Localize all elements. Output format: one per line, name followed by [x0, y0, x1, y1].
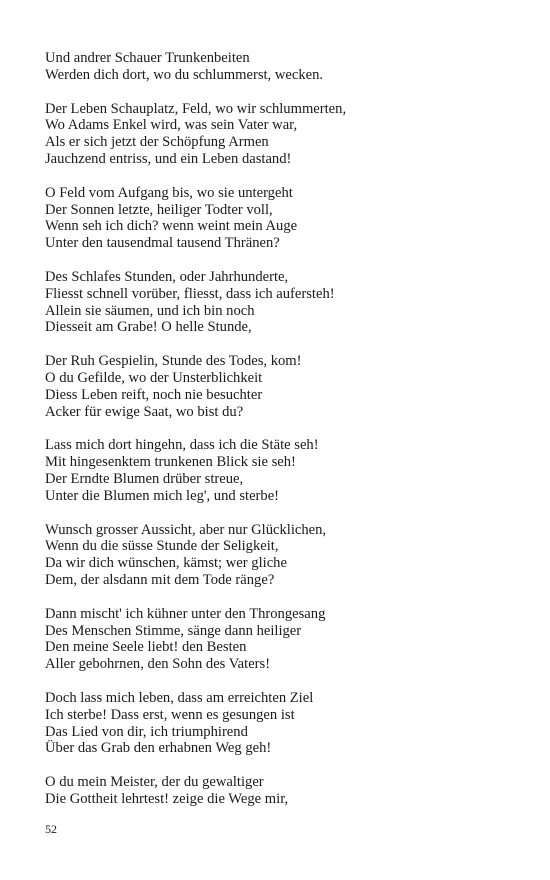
poem-line: Des Menschen Stimme, sänge dann heiliger	[45, 622, 302, 639]
stanza	[45, 606, 515, 673]
poem-line: Allein sie säumen, und ich bin noch	[45, 302, 255, 319]
poem-text	[45, 50, 515, 825]
poem-line: Werden dich dort, wo du schlummerst, wecken.	[45, 66, 324, 83]
poem-line: Lass mich dort hingehn, dass ich die Stäte seh!	[45, 437, 319, 454]
poem-line: Des Schlafes Stunden, oder Jahrhunderte,	[45, 268, 289, 285]
page-number: 52	[45, 822, 57, 836]
stanza	[45, 269, 515, 336]
poem-line: O du mein Meister, der du gewaltiger	[45, 774, 264, 791]
poem-line: Der Sonnen letzte, heiliger Todter voll,	[45, 201, 273, 218]
poem-line: Der Ruh Gespielin, Stunde des Todes, kom!	[45, 353, 302, 370]
poem-line: Wenn seh ich dich? wenn weint mein Auge	[45, 218, 298, 235]
poem-line: Doch lass mich leben, dass am erreichten Ziel	[45, 689, 314, 706]
poem-line: Dem, der alsdann mit dem Tode ränge?	[45, 571, 275, 588]
poem-line: Wenn du die süsse Stunde der Seligkeit,	[45, 538, 279, 555]
poem-line: Wunsch grosser Aussicht, aber nur Glücklichen,	[45, 521, 327, 538]
poem-line: Der Leben Schauplatz, Feld, wo wir schlummerten,	[45, 100, 347, 117]
poem-line: Als er sich jetzt der Schöpfung Armen	[45, 134, 269, 151]
poem-line: Über das Grab den erhabnen Weg geh!	[45, 740, 272, 757]
poem-line: Dann mischt' ich kühner unter den Throngesang	[45, 605, 326, 622]
poem-line: Unter die Blumen mich leg', und sterbe!	[45, 487, 280, 504]
stanza	[45, 437, 515, 504]
poem-line: Diesseit am Grabe! O helle Stunde,	[45, 319, 252, 336]
poem-line: Diess Leben reift, noch nie besuchter	[45, 386, 263, 403]
poem-line: O Feld vom Aufgang bis, wo sie untergeht	[45, 184, 293, 201]
poem-line: Den meine Seele liebt! den Besten	[45, 639, 247, 656]
poem-line: Das Lied von dir, ich triumphirend	[45, 723, 248, 740]
poem-line: Der Erndte Blumen drüber streue,	[45, 470, 244, 487]
stanza	[45, 185, 515, 252]
poem-line: Die Gottheit lehrtest! zeige die Wege mir,	[45, 790, 289, 807]
poem-line: Da wir dich wünschen, kämst; wer gliche	[45, 555, 287, 572]
poem-line: Fliesst schnell vorüber, fliesst, dass ich auferstehǃ	[45, 285, 335, 302]
stanza	[45, 50, 515, 84]
poem-line: Ich sterbe! Dass erst, wenn es gesungen ist	[45, 706, 295, 723]
stanza	[45, 522, 515, 589]
poem-line: Aller gebohrnen, den Sohn des Vaters!	[45, 656, 271, 673]
poem-line: Mit hingesenktem trunkenen Blick sie seh!	[45, 454, 296, 471]
poem-line: O du Gefilde, wo der Unsterblichkeit	[45, 369, 263, 386]
stanza	[45, 101, 515, 168]
poem-line: Acker für ewige Saat, wo bist du?	[45, 403, 244, 420]
poem-line: Und andrer Schauer Trunkenbeiten	[45, 50, 250, 66]
stanza	[45, 353, 515, 420]
poem-line: Jauchzend entriss, und ein Leben dastand!	[45, 150, 292, 167]
poem-line: Wo Adams Enkel wird, was sein Vater war,	[45, 117, 298, 134]
stanza	[45, 774, 515, 808]
poem-line: Unter den tausendmal tausend Thränen?	[45, 235, 280, 252]
stanza	[45, 690, 515, 757]
